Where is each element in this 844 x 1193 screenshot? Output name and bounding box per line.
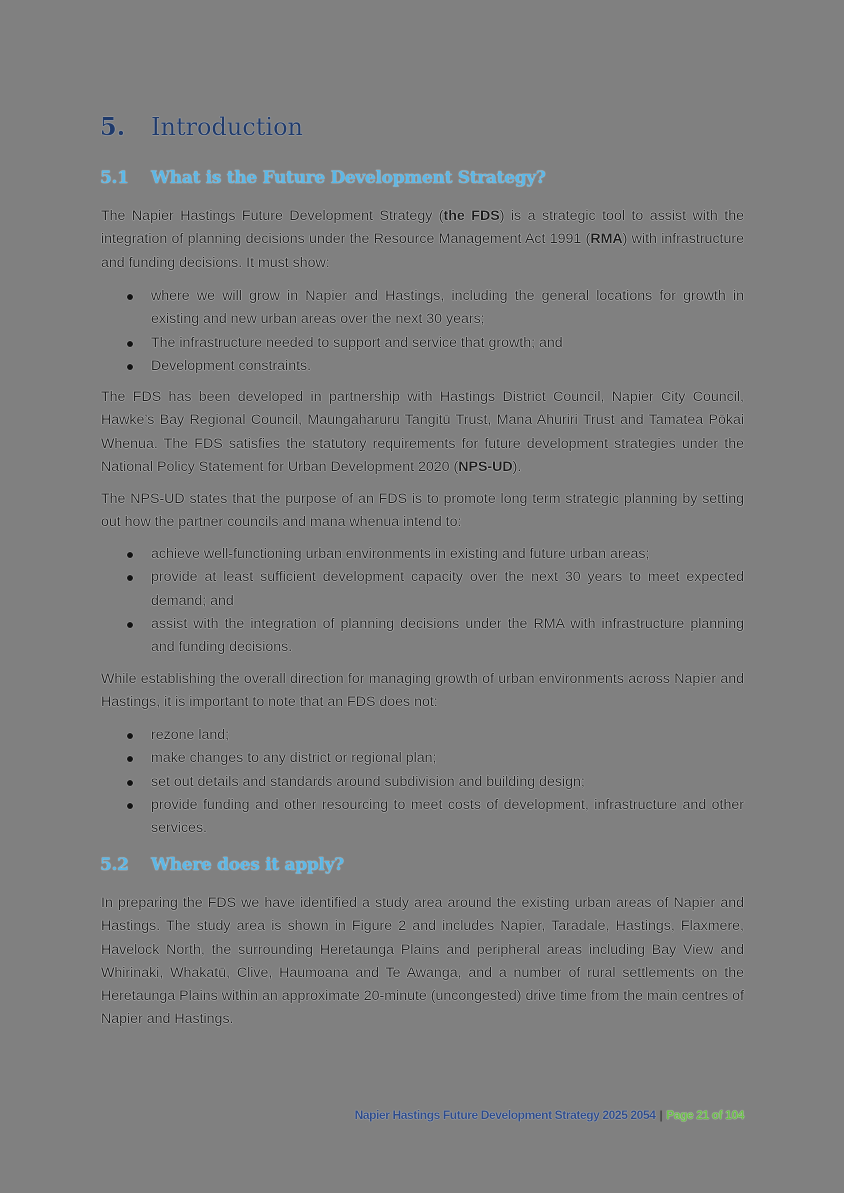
bullet-list-must-show [101, 285, 744, 378]
bullet-list-purpose [101, 543, 744, 659]
list-item [101, 355, 744, 378]
defined-term: the FDS [443, 208, 500, 224]
section-title: What is the Future Development Strategy? [151, 168, 546, 188]
text-run: ). [512, 458, 522, 475]
chapter-title: Introduction [151, 113, 303, 141]
list-item-text: set out details and standards around subdivision and building design; [151, 773, 585, 790]
list-item-text: make changes to any district or regional plan; [151, 750, 437, 767]
list-item-text: achieve well-functioning urban environments in existing and future urban areas; [151, 546, 650, 562]
list-item [101, 285, 744, 332]
paragraph-does-not: While establishing the overall direction for managing growth of urban environments across Napier and Hastings, it is important to note that an FDS does not: [101, 671, 744, 711]
list-item-text: assist with the integration of planning decisions under the RMA with infrastructure planning and funding decisions. [151, 615, 744, 656]
bullet-icon [127, 780, 133, 786]
list-item [101, 747, 744, 770]
section-number: 5.1 [100, 168, 129, 188]
list-item [101, 543, 744, 566]
defined-term: NPS-UD [458, 458, 513, 475]
list-item-text: Development constraints. [151, 357, 312, 374]
footer-separator: | [659, 1108, 663, 1122]
paragraph-intro [101, 205, 744, 275]
bullet-list-does-not [101, 724, 744, 840]
section-heading-5-2 [100, 855, 344, 875]
page-footer [355, 1108, 744, 1122]
list-item [101, 771, 744, 794]
chapter-heading [100, 112, 303, 141]
text-run: The Napier Hastings Future Development Strategy ( [101, 208, 444, 224]
bullet-icon [127, 756, 133, 762]
paragraph-partnership [101, 386, 744, 479]
list-item-text: where we will grow in Napier and Hastings, including the general locations for growth in existing and new urban areas over the next 30 years; [151, 288, 744, 328]
list-item-text: provide at least sufficient development capacity over the next 30 years to meet expected demand; and [151, 569, 744, 609]
list-item-text: rezone land; [151, 727, 230, 743]
text-run: ) with infrastructure and funding decisions. It must show: [101, 231, 744, 271]
footer-page-number: Page 21 of 104 [666, 1108, 744, 1122]
section-heading-5-1 [100, 168, 546, 188]
bullet-icon [127, 733, 133, 739]
section-title: Where does it apply? [151, 855, 344, 875]
paragraph-study-area: In preparing the FDS we have identified a study area around the existing urban areas of Napier and Hastings. The study area is shown in Figure 2 and includes Napier, Taradale, Hastings, Flaxmere, Havelock North, the surrounding Heretaunga Plains and peripheral areas including Bay View and Whirinaki, Whakatū, Clive, Haumoana and Te Awanga, and a number of rural settlements on the Heretaunga Plains within an approximate 20-minute (uncongested) drive time from the main centres of Napier and Hastings. [101, 895, 744, 1028]
bullet-icon [127, 294, 133, 300]
text-run: The FDS has been developed in partnership with Hastings District Council, Napier City Council, Hawke’s Bay Regional Council, Maungaharuru Tangitū Trust, Mana Ahuriri Trust and Tamatea Pōkai Whenua. The FDS satisfies the statutory requirements for future development strategies under the National Policy Statement for Urban Development 2020 ( [101, 389, 744, 475]
section-number: 5.2 [100, 855, 129, 875]
chapter-number: 5. [100, 112, 126, 141]
defined-term: RMA [590, 231, 623, 248]
text-run: ) is a strategic tool to assist with the integration of planning decisions under the Resource Management Act 1991 ( [101, 208, 744, 248]
list-item [101, 794, 744, 841]
bullet-icon [127, 803, 133, 809]
list-item [101, 332, 744, 355]
list-item [101, 613, 744, 660]
list-item [101, 724, 744, 747]
list-item-text: provide funding and other resourcing to meet costs of development, infrastructure and other services. [151, 796, 744, 837]
footer-document-title: Napier Hastings Future Development Strategy 2025 2054 [354, 1108, 656, 1122]
bullet-icon [127, 552, 133, 558]
paragraph-nps-ud: The NPS-UD states that the purpose of an FDS is to promote long term strategic planning by setting out how the partner councils and mana whenua intend to: [101, 491, 744, 531]
list-item [101, 566, 744, 613]
bullet-icon [127, 341, 133, 347]
bullet-icon [127, 575, 133, 581]
list-item-text: The infrastructure needed to support and service that growth; and [151, 334, 563, 351]
bullet-icon [127, 622, 133, 628]
bullet-icon [127, 364, 133, 370]
